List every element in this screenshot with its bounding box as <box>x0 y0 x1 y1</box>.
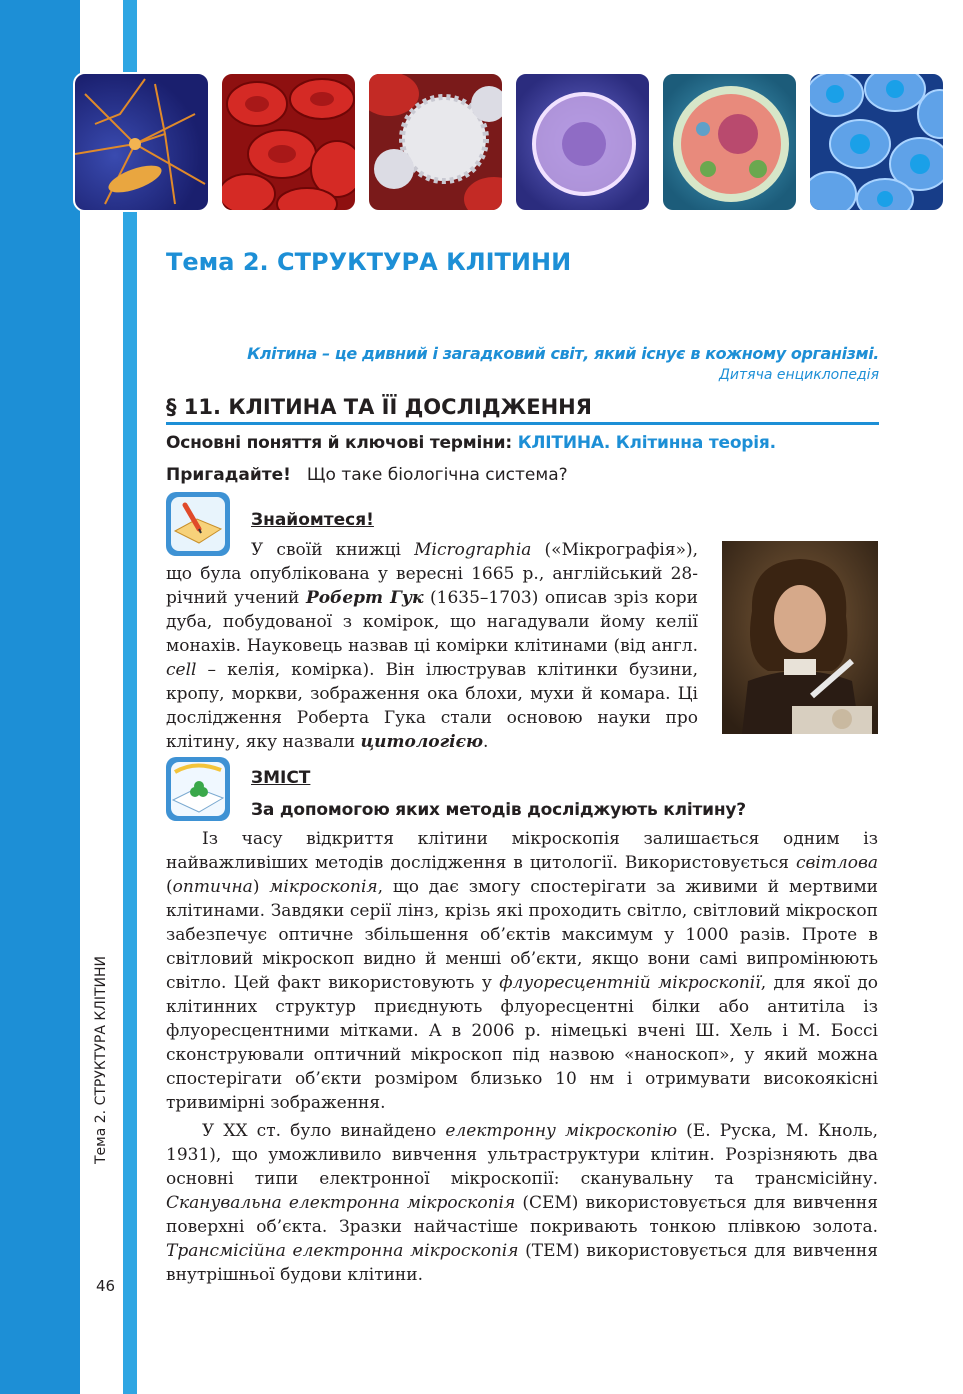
recall-question: Що таке біологічна система? <box>306 465 568 485</box>
methods-paragraph-2 <box>166 1119 878 1287</box>
section-question: За допомогою яких методів досліджують клітину? <box>251 800 746 820</box>
intro-text <box>166 538 698 754</box>
italic-term: електронну мікроскопію <box>445 1121 678 1141</box>
intro-text-part: . <box>483 732 489 752</box>
content-heading: ЗМІСТ <box>251 768 311 788</box>
italic-term: Трансмісійна електронна мікроскопія <box>166 1241 519 1261</box>
cell-3d-model-image <box>661 72 798 212</box>
text-part: , що дає змогу спостерігати за живими й мертвими клітинами. Завдяки серії лінз, крізь які проходить світло, світловий мікроскоп забезпечує оптичне збільшення об’єктів максимум у 1000 разів. Проте в світловий мікроскоп видно й менші об’єкти, якщо вони самі випромінюють світло. Цей факт використовують у <box>166 877 878 993</box>
running-header-text: Тема 2. СТРУКТУРА КЛІТИНИ <box>93 956 109 1164</box>
methods-paragraph-1 <box>166 827 878 1115</box>
cell-layer-image <box>808 72 945 212</box>
methods-text <box>166 827 878 1287</box>
text-part: (ТЕМ) використовується для вивчення внутрішньої будови клітини. <box>166 1241 878 1285</box>
paragraph-title: § 11. КЛІТИНА ТА ЇЇ ДОСЛІДЖЕННЯ <box>166 395 879 425</box>
italic-term: Сканувальна електронна мікроскопія <box>166 1193 516 1213</box>
intro-text-part: («Мікрографія»), що була опублікована у вересні 1665 р., англійський 28-річний учений <box>166 540 699 608</box>
intro-heading: Знайомтеся! <box>251 510 374 530</box>
text-part: ) <box>252 877 270 897</box>
key-terms <box>166 433 776 453</box>
text-part: ( <box>166 877 173 897</box>
intro-text-part: У своїй книжці <box>251 540 415 560</box>
intro-text-part: (1635–1703) описав зріз кори дуба, побудованої з комірок, що нагадували йому келії монахів. Науковець назвав ці комірки клітинами (від англ. <box>166 588 699 656</box>
epigraph-author: Дитяча енциклопедія <box>718 367 879 383</box>
text-part: (СЕМ) використовується для вивчення поверхні об’єкта. Зразки найчастіше покривають тонкою плівкою золота. <box>166 1193 878 1237</box>
single-cell-micrograph-image <box>514 72 651 212</box>
epigraph <box>247 344 879 383</box>
epigraph-quote: Клітина – це дивний і загадковий світ, який існує в кожному організмі. <box>247 344 879 363</box>
text-part: (Е. Руска, М. Кноль, 1931), що уможливило вивчення ультраструктури клітин. Розрізняють два основні типи електронної мікроскопії: сканувальну та трансмісійну. <box>166 1121 878 1189</box>
italic-term: флуоресцентній мікроскопії <box>499 973 761 993</box>
word-cell: cell <box>166 660 197 680</box>
page-number: 46 <box>96 1277 116 1295</box>
italic-term: мікроскопія <box>269 877 378 897</box>
topic-title: Тема 2. СТРУКТУРА КЛІТИНИ <box>166 248 572 276</box>
italic-term: оптична <box>172 877 253 897</box>
robert-hooke-portrait-image <box>722 541 878 734</box>
italic-term: світлова <box>795 853 878 873</box>
banner <box>73 72 953 212</box>
science-name: цитологією <box>360 732 484 752</box>
clover-book-icon <box>165 756 231 822</box>
text-part: У XX ст. було винайдено <box>202 1121 446 1141</box>
scientist-name: Роберт Гук <box>305 588 424 608</box>
recall-label: Пригадайте! <box>166 465 291 485</box>
recall-line <box>166 465 568 485</box>
book-title: Micrographia <box>414 540 532 560</box>
sidebar-blue-band <box>0 0 80 1394</box>
key-terms-values: КЛІТИНА. Клітинна теорія. <box>517 433 776 453</box>
text-part: Із часу відкриття клітини мікроскопія залишається одним із найважливіших методів дослідження в цитології. Використовується <box>166 829 878 873</box>
intro-text-part: – келія, комірка). Він ілюстрував клітинки бузини, кропу, моркви, зображення ока блохи, мухи й комара. Ці дослідження Роберта Гука стали основою науки про клітину, яку назвали <box>166 660 698 752</box>
white-blood-cells-image <box>367 72 504 212</box>
red-blood-cells-image <box>220 72 357 212</box>
key-terms-label: Основні поняття й ключові терміни: <box>166 433 512 453</box>
text-part: , для якої до клітинних структур приєднують флуоресцентні білки або антитіла із флуоресцентними мітками. А в 2006 р. німецькі вчені Ш. Хель і М. Боссі сконструювали оптичний мікроскоп під назвою «наноскоп», у який можна спостерігати об’єкти розміром близько 10 нм і отримувати високоякісні тривимірні зображення. <box>166 973 879 1113</box>
running-header <box>86 895 116 1225</box>
neuron-network-image <box>73 72 210 212</box>
